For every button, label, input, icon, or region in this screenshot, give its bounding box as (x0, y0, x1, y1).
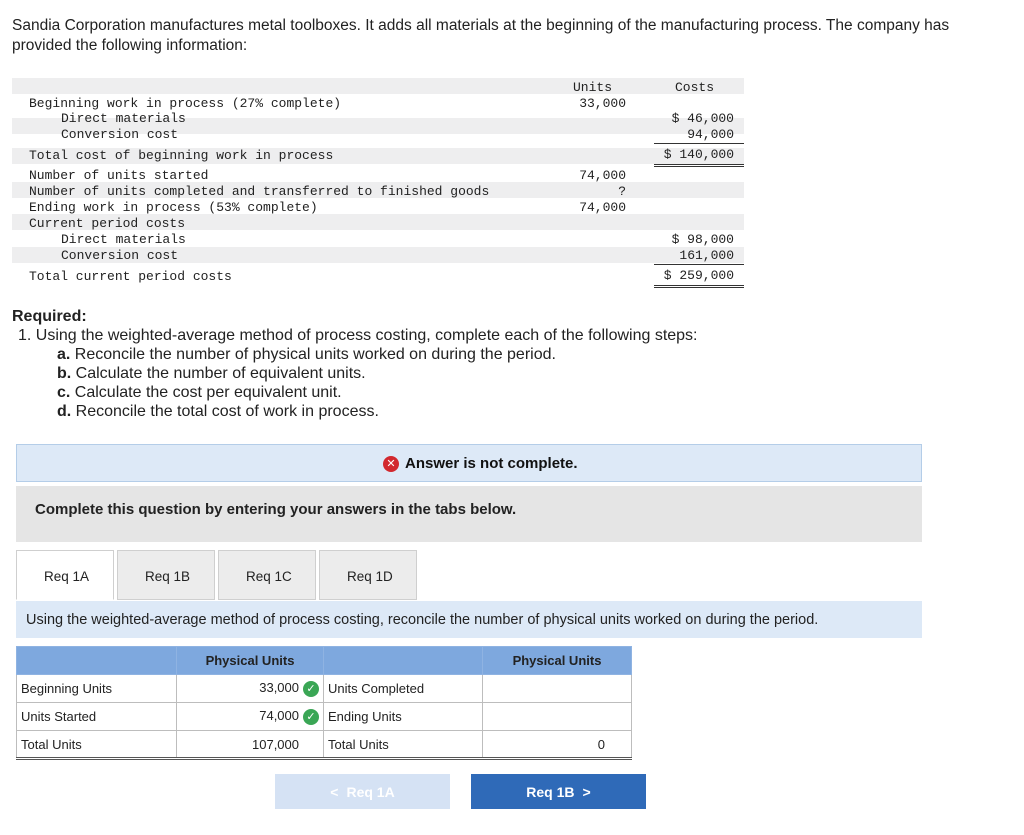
double-underline (654, 164, 744, 165)
completed-value: ? (618, 184, 626, 199)
row-label: Units Started (17, 703, 177, 731)
answer-status-text: Answer is not complete. (405, 455, 578, 472)
required-step-a (57, 346, 556, 364)
cell-value: 33,000 (259, 680, 299, 696)
required-step-d (57, 403, 379, 421)
total-beg-label: Total cost of beginning work in process (29, 148, 334, 163)
cur-cc-label: Conversion cost (61, 248, 179, 263)
beg-units-value: 33,000 (579, 96, 626, 111)
row-label: Ending Units (324, 703, 483, 731)
complete-prompt-box (16, 486, 922, 542)
chevron-left-icon: < (330, 783, 339, 800)
cell-value: 74,000 (259, 708, 299, 724)
answer-status-bar (16, 444, 922, 482)
ending-units-input[interactable] (483, 703, 632, 731)
units-completed-input[interactable] (483, 675, 632, 703)
table-row (17, 731, 632, 759)
step-letter: d. (57, 403, 72, 420)
row-label: Total Units (17, 731, 177, 759)
units-header: Units (572, 80, 612, 95)
required-step-b (57, 365, 366, 383)
current-label: Current period costs (29, 216, 186, 231)
total-cur-label: Total current period costs (29, 269, 232, 284)
total-beg-value: $ 140,000 (663, 147, 734, 162)
step-text: Reconcile the total cost of work in process. (71, 403, 379, 420)
problem-intro: Sandia Corporation manufactures metal toolboxes. It adds all materials at the beginning of the manufacturing process. The company has provided the following information: (12, 17, 950, 54)
step-letter: a. (57, 346, 71, 363)
double-underline (654, 166, 744, 167)
x-circle-icon: ✕ (383, 456, 399, 472)
step-text: Reconcile the number of physical units worked on during the period. (70, 346, 556, 363)
cur-dm-value: $ 98,000 (671, 232, 734, 247)
total-cur-value: $ 259,000 (663, 268, 734, 283)
chevron-right-icon: > (582, 783, 591, 800)
next-label: Req 1B (526, 783, 575, 800)
ending-label: Ending work in process (53% complete) (29, 200, 318, 215)
beginning-units-cell[interactable] (177, 675, 324, 703)
table-row (17, 675, 632, 703)
step-letter: b. (57, 365, 72, 382)
underline (654, 264, 744, 265)
cur-dm-label: Direct materials (61, 232, 186, 247)
physical-units-header: Physical Units (483, 647, 632, 675)
blank-header (324, 647, 483, 675)
beg-wip-label: Beginning work in process (27% complete) (29, 96, 342, 111)
table-header-row (17, 647, 632, 675)
table-row (17, 703, 632, 731)
started-label: Number of units started (29, 168, 209, 183)
completed-label: Number of units completed and transferred to finished goods (29, 184, 490, 199)
double-underline (654, 287, 744, 288)
instruction-box (16, 601, 922, 638)
required-line-1: 1. Using the weighted-average method of process costing, complete each of the following steps: (18, 327, 698, 344)
cc-label: Conversion cost (61, 127, 179, 142)
tab-req-1b[interactable]: Req 1B (117, 550, 215, 600)
dm-label: Direct materials (61, 111, 186, 126)
tab-req-1d[interactable]: Req 1D (319, 550, 417, 600)
costs-header: Costs (674, 80, 714, 95)
required-step-c (57, 384, 342, 402)
beg-dm-value: $ 46,000 (671, 111, 734, 126)
beg-cc-value: 94,000 (687, 127, 734, 142)
ending-value: 74,000 (579, 200, 626, 215)
answer-status (383, 455, 578, 472)
total-units-right: 0 (483, 731, 632, 759)
instruction-text: Using the weighted-average method of process costing, reconcile the number of physical units worked on during the period. (26, 612, 819, 628)
tab-req-1c[interactable]: Req 1C (218, 550, 316, 600)
blank-header (17, 647, 177, 675)
step-letter: c. (57, 384, 71, 401)
check-icon: ✓ (303, 709, 319, 725)
next-req-button[interactable] (471, 774, 646, 809)
step-text: Calculate the number of equivalent units. (71, 365, 366, 382)
units-started-cell[interactable] (177, 703, 324, 731)
required-title: Required: (12, 308, 87, 325)
physical-units-header: Physical Units (177, 647, 324, 675)
row-label: Beginning Units (17, 675, 177, 703)
double-underline (654, 285, 744, 286)
step-text: Calculate the cost per equivalent unit. (70, 384, 342, 401)
started-value: 74,000 (579, 168, 626, 183)
info-band (12, 78, 744, 94)
total-units-left: 107,000 (177, 731, 324, 759)
row-label: Units Completed (324, 675, 483, 703)
tab-req-1a[interactable]: Req 1A (16, 550, 114, 600)
reconciliation-table (16, 646, 632, 760)
underline (654, 143, 744, 144)
check-icon: ✓ (303, 681, 319, 697)
prev-label: Req 1A (346, 783, 395, 800)
row-label: Total Units (324, 731, 483, 759)
cur-cc-value: 161,000 (679, 248, 734, 263)
complete-prompt: Complete this question by entering your answers in the tabs below. (35, 501, 517, 518)
prev-req-button[interactable] (275, 774, 450, 809)
